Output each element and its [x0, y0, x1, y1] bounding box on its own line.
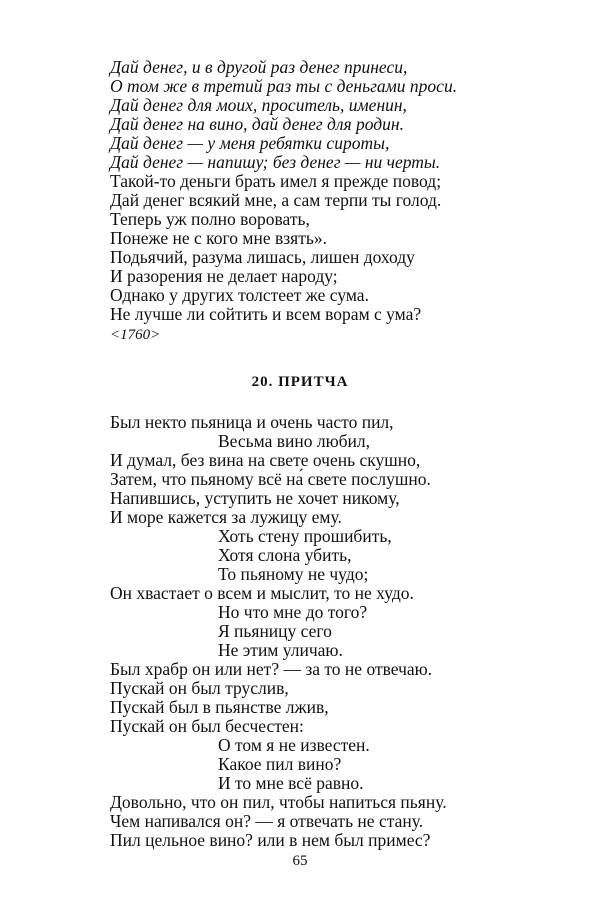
poem-line-indented: Но что мне до того?	[218, 602, 368, 622]
poem-line: И думал, без вина на свете очень скушно,	[110, 450, 421, 470]
poem-line: Дай денег на вино, дай денег для родин.	[110, 114, 404, 134]
poem-line: Такой-то деньги брать имел я прежде повод;	[110, 171, 442, 191]
poem-line: Дай денег для моих, проситель, именин,	[110, 95, 407, 115]
poem-line: И море кажется за лужицу ему.	[110, 507, 342, 527]
poem-line: И разорения не делает народу;	[110, 266, 338, 286]
poem-line: Не лучше ли сойтить и всем ворам с ума?	[110, 304, 422, 324]
poem-line: Однако у других толстеет же сума.	[110, 285, 369, 305]
poem-body	[110, 413, 580, 850]
poem-line-indented: Какое пил вино?	[218, 754, 342, 774]
poem-line: Пил цельное вино? или в нем был примес?	[110, 830, 431, 850]
poem-line-indented: О том я не известен.	[218, 735, 370, 755]
poem-date: <1760>	[110, 327, 161, 343]
page-number: 65	[292, 853, 308, 869]
poem-line: Дай денег всякий мне, а сам терпи ты голод.	[110, 190, 442, 210]
poem-line: Пускай был в пьянстве лжив,	[110, 697, 329, 717]
poem-stanza-continuation	[110, 58, 580, 324]
poem-title: 20. ПРИТЧА	[251, 374, 349, 390]
poem-line: Затем, что пьяному всё на́ свете послушно.	[110, 469, 431, 489]
poem-line: Дай денег — у меня ребятки сироты,	[110, 133, 390, 153]
poem-line-indented: Хоть стену прошибить,	[218, 526, 392, 546]
poem-line-indented: Не этим уличаю.	[218, 640, 343, 660]
poem-line: Он хвастает о всем и мыслит, то не худо.	[110, 583, 414, 603]
poem-line: Пускай он был труслив,	[110, 678, 289, 698]
poem-line: О том же в третий раз ты с деньгами проси.	[110, 76, 458, 96]
poem-line: Чем напивался он? — я отвечать не стану.	[110, 811, 424, 831]
poem-line: Был некто пьяница и очень часто пил,	[110, 412, 394, 432]
poem-line-indented: Весьма вино любил,	[218, 431, 371, 451]
poem-line-indented: Хотя слона убить,	[218, 545, 352, 565]
poem-line: Подьячий, разума лишась, лишен доходу	[110, 247, 415, 267]
poem-line: Дай денег, и в другой раз денег принеси,	[110, 57, 408, 77]
poem-line: Понеже не с кого мне взять».	[110, 228, 327, 248]
poem-line: Теперь уж полно воровать,	[110, 209, 310, 229]
poem-line-indented: Я пьяницу сего	[218, 621, 332, 641]
poem-line-indented: То пьяному не чудо;	[218, 564, 369, 584]
poem-line: Пускай он был бесчестен:	[110, 716, 304, 736]
poem-line: Дай денег — напишу; без денег — ни черты.	[110, 152, 441, 172]
poem-line: Был храбр он или нет? — за то не отвечаю.	[110, 659, 433, 679]
poem-line: Напившись, уступить не хочет никому,	[110, 488, 400, 508]
poem-line-indented: И то мне всё равно.	[218, 773, 364, 793]
poem-line: Довольно, что он пил, чтобы напиться пьяну.	[110, 792, 447, 812]
